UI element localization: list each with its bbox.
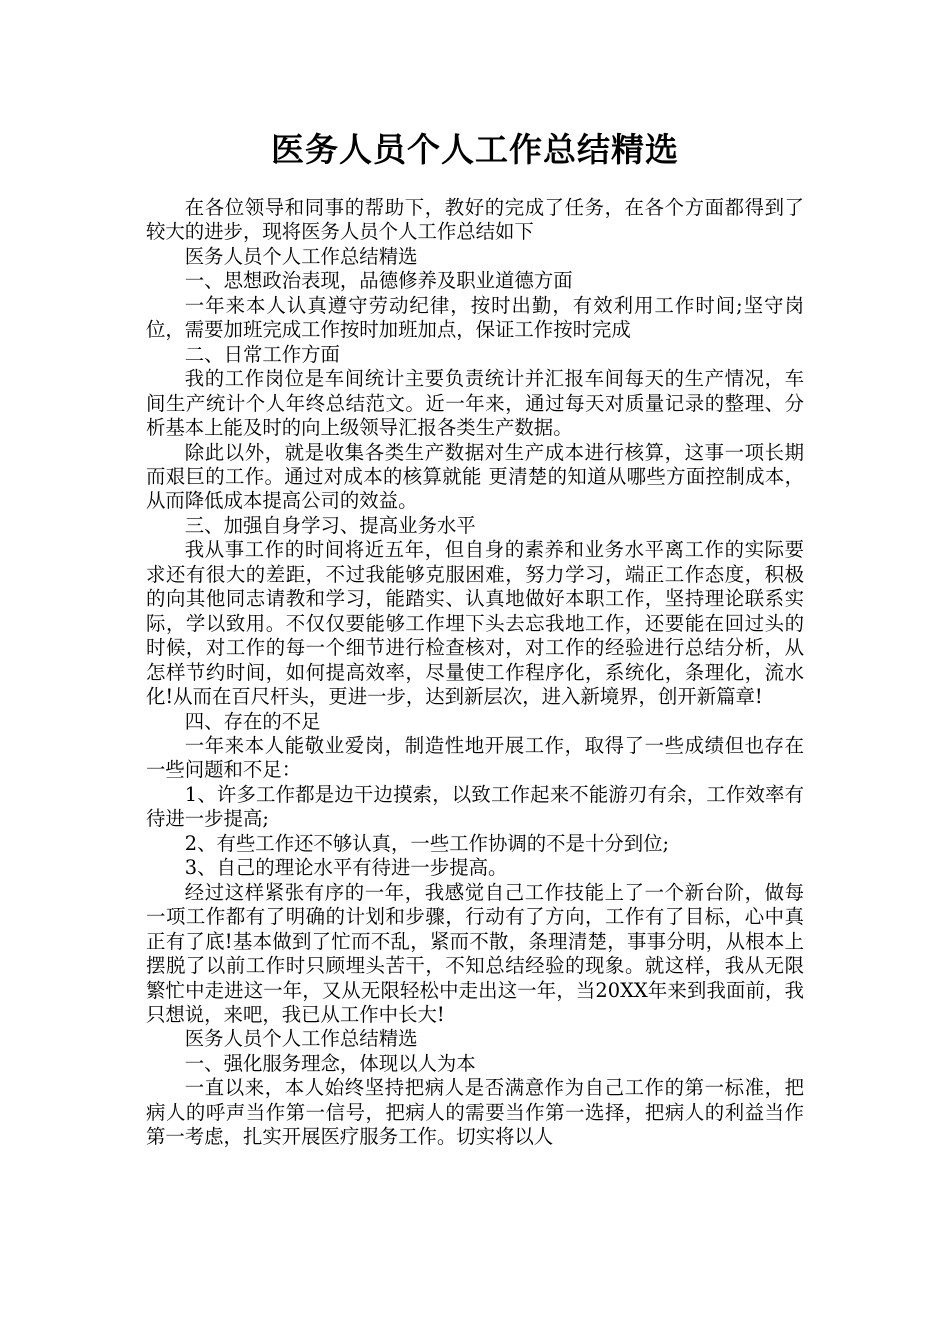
list-item: 3、自己的理论水平有待进一步提高。	[184, 856, 508, 880]
paragraph: 一年来本人能敬业爱岗，制造性地开展工作，取得了一些成绩但也存在一些问题和不足：	[146, 733, 804, 782]
paragraph: 一年来本人认真遵守劳动纪律，按时出勤，有效利用工作时间;坚守岗位，需要加班完成工作按时加班加点，保证工作按时完成	[146, 293, 804, 342]
list-item: 2、有些工作还不够认真，一些工作协调的不是十分到位;	[184, 831, 670, 855]
paragraph: 一直以来，本人始终坚持把病人是否满意作为自己工作的第一标准，把病人的呼声当作第一信号，把病人的需要当作第一选择，把病人的利益当作第一考虑，扎实开展医疗服务工作。切实将以人	[146, 1076, 804, 1149]
section-heading: 三、加强自身学习、提高业务水平	[184, 513, 476, 537]
paragraph: 除此以外，就是收集各类生产数据对生产成本进行核算，这事一项长期而艰巨的工作。通过对成本的核算就能 更清楚的知道从哪些方面控制成本，从而降低成本提高公司的效益。	[146, 440, 804, 513]
section-heading: 四、存在的不足	[184, 709, 321, 733]
paragraph: 我从事工作的时间将近五年，但自身的素养和业务水平离工作的实际要求还有很大的差距，不过我能够克服困难，努力学习，端正工作态度，积极的向其他同志请教和学习，能踏实、认真地做好本职工作，坚持理论联系实际，学以致用。不仅仅要能够工作埋下头去忘我地工作，还要能在回过头的时候，对工作的每一个细节进行检查核对，对工作的经验进行总结分析，从怎样节约时间，如何提高效率，尽量使工作程序化，系统化，条理化，流水化!从而在百尺杆头，更进一步，达到新层次，进入新境界，创开新篇章!	[146, 538, 804, 709]
paragraph: 医务人员个人工作总结精选	[184, 1027, 418, 1051]
paragraph: 医务人员个人工作总结精选	[184, 244, 418, 268]
list-item: 1、许多工作都是边干边摸索，以致工作起来不能游刃有余，工作效率有待进一步提高;	[146, 782, 804, 831]
paragraph: 经过这样紧张有序的一年，我感觉自己工作技能上了一个新台阶，做每一项工作都有了明确的计划和步骤，行动有了方向，工作有了目标，心中真正有了底!基本做到了忙而不乱，紧而不散，条理清楚，事事分明，从根本上摆脱了以前工作时只顾埋头苦干，不知总结经验的现象。就这样，我从无限繁忙中走进这一年，又从无限轻松中走出这一年，当20XX年来到我面前，我只想说，来吧，我已从工作中长大!	[146, 880, 804, 1026]
document-body	[146, 196, 804, 1150]
section-heading: 二、日常工作方面	[184, 342, 340, 366]
document-title: 医务人员个人工作总结精选	[271, 130, 679, 169]
section-heading: 一、强化服务理念，体现以人为本	[184, 1051, 476, 1075]
paragraph: 我的工作岗位是车间统计主要负责统计并汇报车间每天的生产情况，车间生产统计个人年终总结范文。近一年来，通过每天对质量记录的整理、分析基本上能及时的向上级领导汇报各类生产数据。	[146, 367, 804, 440]
section-heading: 一、思想政治表现，品德修养及职业道德方面	[184, 269, 573, 293]
paragraph: 在各位领导和同事的帮助下，教好的完成了任务，在各个方面都得到了较大的进步，现将医务人员个人工作总结如下	[146, 196, 804, 244]
